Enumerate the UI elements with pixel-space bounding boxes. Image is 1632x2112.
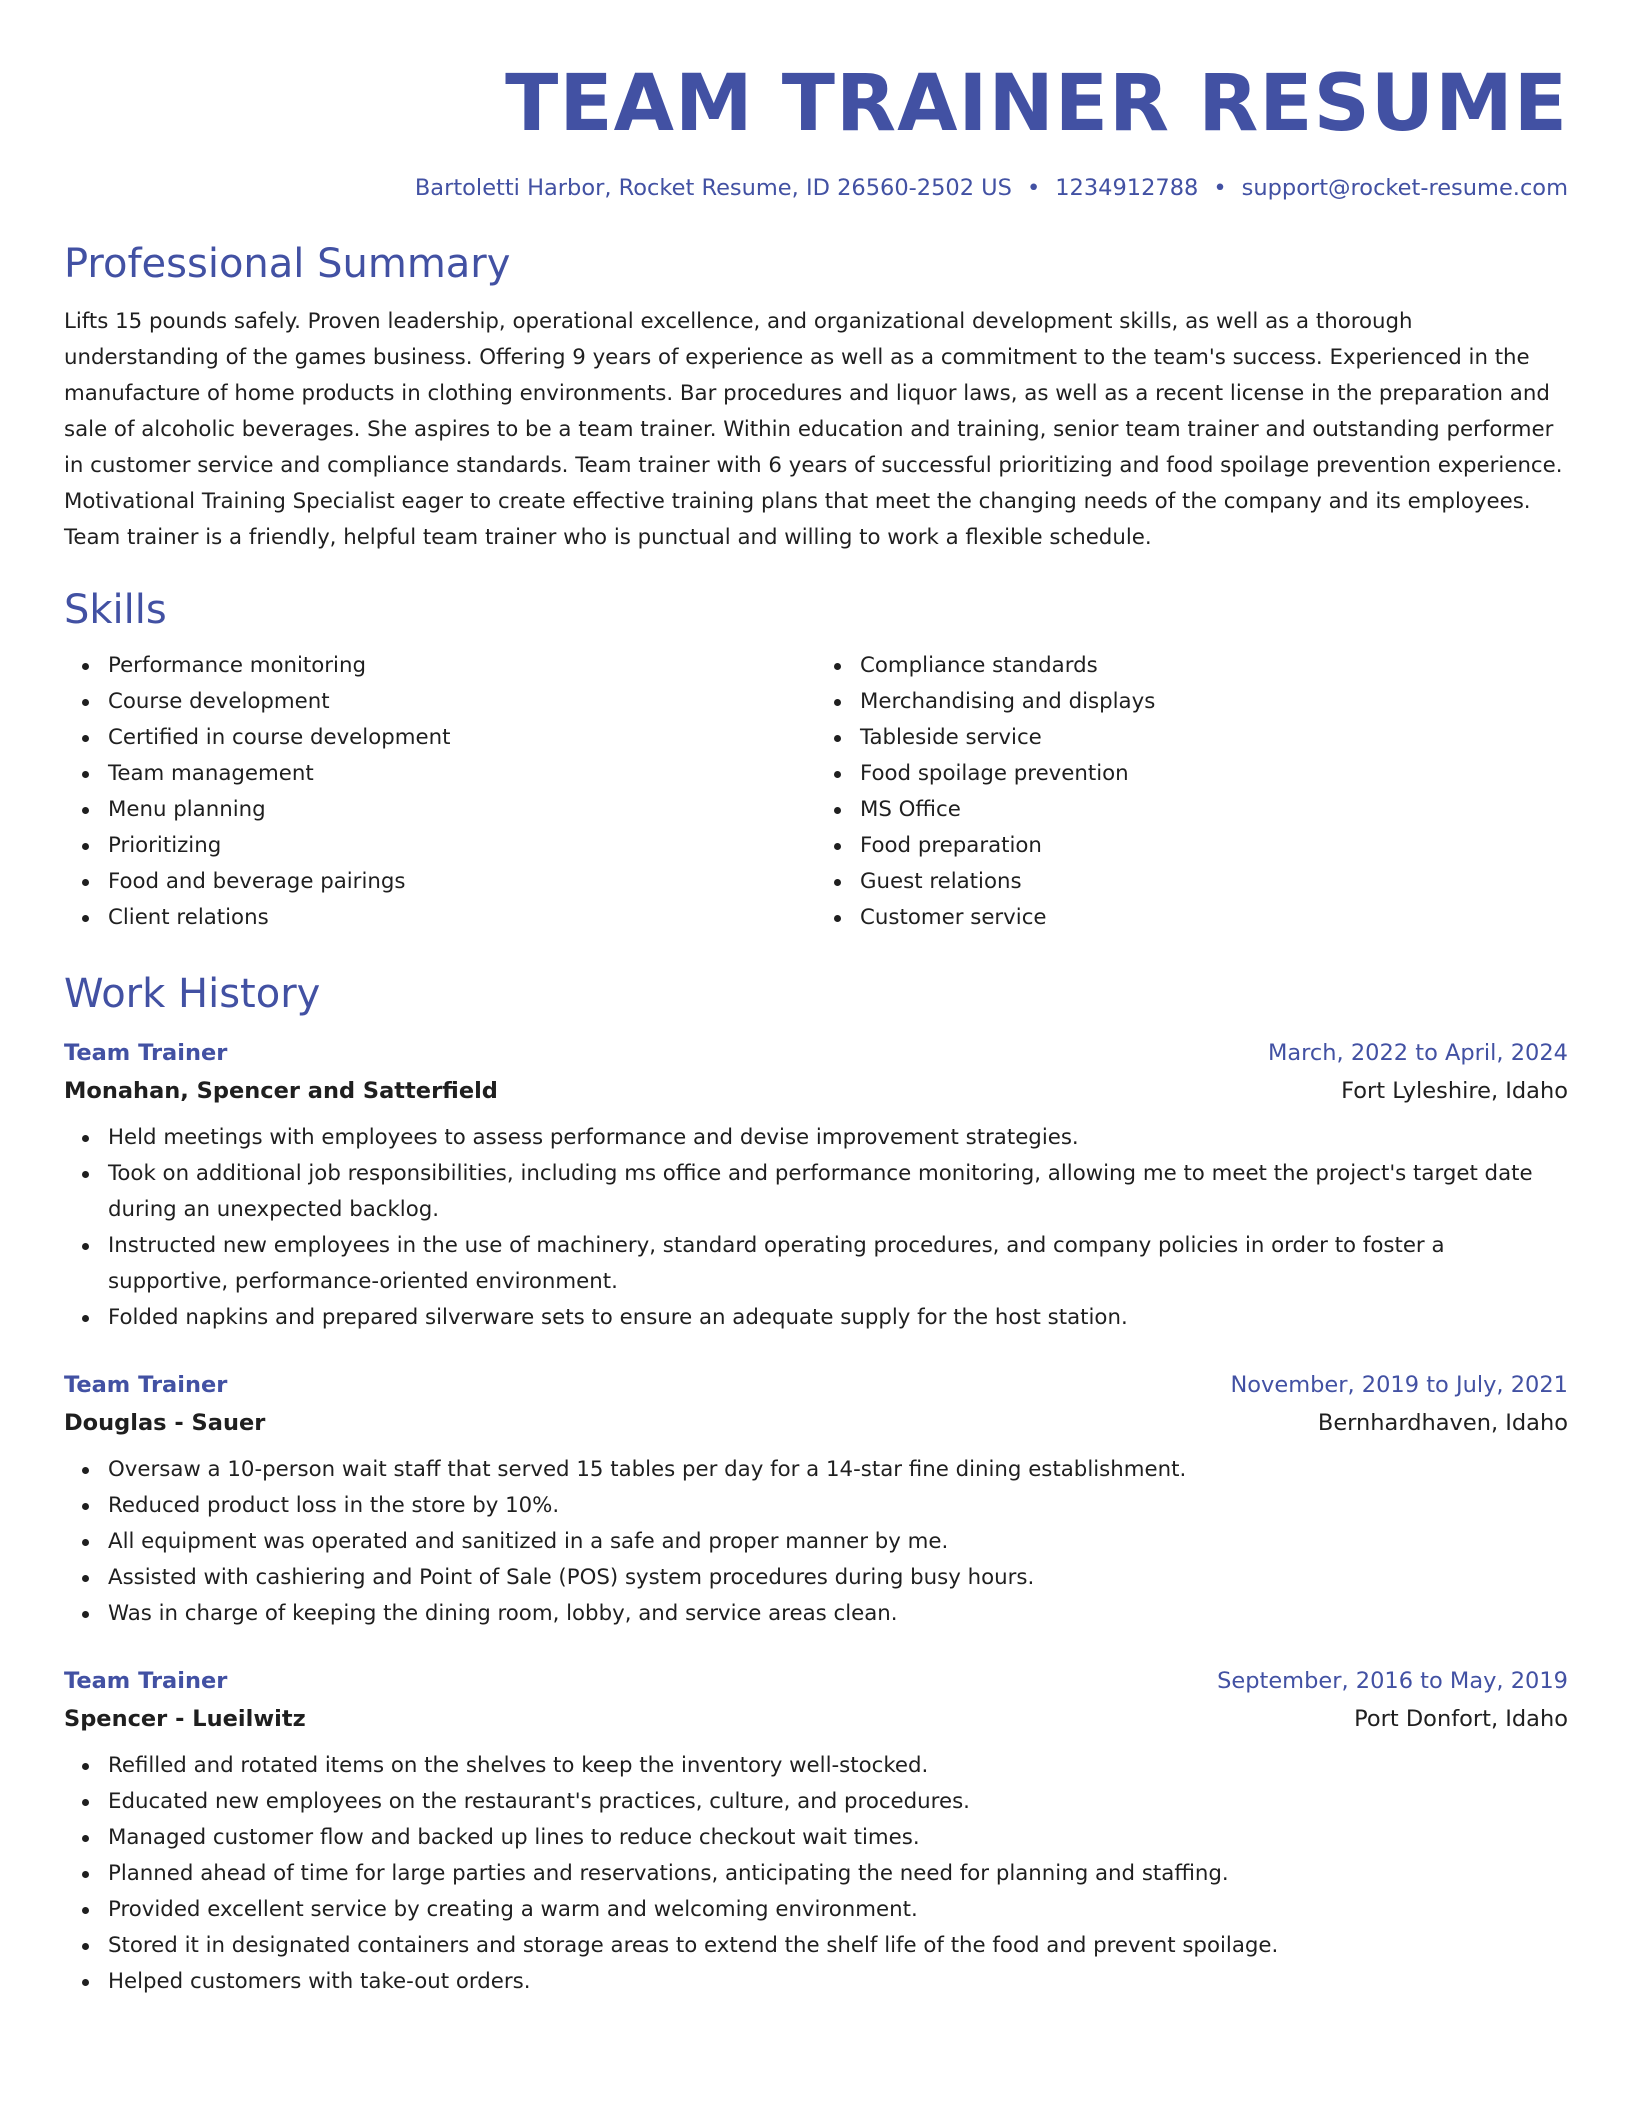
skill-item: Food spoilage prevention xyxy=(860,756,1568,792)
skill-item: Customer service xyxy=(860,900,1568,936)
skill-item: Food preparation xyxy=(860,828,1568,864)
job-title-row xyxy=(64,1366,1568,1404)
duty-item: Held meetings with employees to assess performance and devise improvement strategies. xyxy=(108,1120,1568,1156)
job-dates: November, 2019 to July, 2021 xyxy=(1230,1372,1568,1398)
job-title-row xyxy=(64,1662,1568,1700)
job-company-row xyxy=(64,1404,1568,1442)
contact-separator: • xyxy=(1026,175,1041,201)
skill-item: Course development xyxy=(108,684,816,720)
skill-item: Tableside service xyxy=(860,720,1568,756)
job-company: Spencer - Lueilwitz xyxy=(64,1706,306,1732)
job-dates: March, 2022 to April, 2024 xyxy=(1267,1040,1568,1066)
duty-item: Took on additional job responsibilities, including ms office and performance monitoring, allowing me to meet the project's target date during an unexpected backlog. xyxy=(108,1156,1568,1228)
job-company-row xyxy=(64,1700,1568,1738)
job-company-row xyxy=(64,1072,1568,1110)
skill-item: Guest relations xyxy=(860,864,1568,900)
summary-text: Lifts 15 pounds safely. Proven leadership, operational excellence, and organizational development skills, as well as a thorough understanding of the games business. Offering 9 years of experience as well as a commitment to the team's success. Experienced in the manufacture of home products in clothing environments. Bar procedures and liquor laws, as well as a recent license in the preparation and sale of alcoholic beverages. She aspires to be a team trainer. Within education and training, senior team trainer and outstanding performer in customer service and compliance standards. Team trainer with 6 years of successful prioritizing and food spoilage prevention experience. Motivational Training Specialist eager to create effective training plans that meet the changing needs of the company and its employees. Team trainer is a friendly, helpful team trainer who is punctual and willing to work a flexible schedule. xyxy=(64,309,1563,550)
duty-item: Was in charge of keeping the dining room, lobby, and service areas clean. xyxy=(108,1596,1568,1632)
skills-heading: Skills xyxy=(64,587,167,633)
duty-item: Instructed new employees in the use of machinery, standard operating procedures, and company policies in order to foster a supportive, performance-oriented environment. xyxy=(108,1228,1568,1300)
job-title: Team Trainer xyxy=(64,1040,228,1066)
duty-item: Refilled and rotated items on the shelves to keep the inventory well-stocked. xyxy=(108,1748,1568,1784)
duty-item: All equipment was operated and sanitized in a safe and proper manner by me. xyxy=(108,1524,1568,1560)
duty-item: Educated new employees on the restaurant's practices, culture, and procedures. xyxy=(108,1784,1568,1820)
job-company: Douglas - Sauer xyxy=(64,1410,266,1436)
job-title: Team Trainer xyxy=(64,1372,228,1398)
duty-item: Assisted with cashiering and Point of Sale (POS) system procedures during busy hours. xyxy=(108,1560,1568,1596)
skill-item: Prioritizing xyxy=(108,828,816,864)
skill-item: Team management xyxy=(108,756,816,792)
skill-item: MS Office xyxy=(860,792,1568,828)
duty-item: Oversaw a 10-person wait staff that served 15 tables per day for a 14-star fine dining establishment. xyxy=(108,1452,1568,1488)
duty-item: Helped customers with take-out orders. xyxy=(108,1964,1568,2000)
job-entry xyxy=(64,1662,1568,2000)
duty-item: Folded napkins and prepared silverware sets to ensure an adequate supply for the host station. xyxy=(108,1300,1568,1336)
job-duties xyxy=(64,1452,1568,1632)
skill-item: Menu planning xyxy=(108,792,816,828)
job-location: Fort Lyleshire, Idaho xyxy=(1341,1078,1568,1104)
skill-item: Compliance standards xyxy=(860,648,1568,684)
duty-item: Managed customer flow and backed up lines to reduce checkout wait times. xyxy=(108,1820,1568,1856)
job-duties xyxy=(64,1120,1568,1336)
job-title: Team Trainer xyxy=(64,1668,228,1694)
skills-columns xyxy=(64,648,1568,936)
contact-separator: • xyxy=(1213,175,1227,201)
duty-item: Planned ahead of time for large parties and reservations, anticipating the need for planning and staffing. xyxy=(108,1856,1568,1892)
job-entry xyxy=(64,1366,1568,1632)
summary-heading: Professional Summary xyxy=(64,241,511,287)
skills-list-right xyxy=(816,648,1568,936)
job-duties xyxy=(64,1748,1568,2000)
skill-item: Performance monitoring xyxy=(108,648,816,684)
job-location: Port Donfort, Idaho xyxy=(1354,1706,1568,1732)
job-location: Bernhardhaven, Idaho xyxy=(1317,1410,1568,1436)
contact-email: support@rocket-resume.com xyxy=(1241,175,1568,201)
duty-item: Provided excellent service by creating a warm and welcoming environment. xyxy=(108,1892,1568,1928)
duty-item: Reduced product loss in the store by 10%. xyxy=(108,1488,1568,1524)
job-entry xyxy=(64,1034,1568,1336)
job-title-row xyxy=(64,1034,1568,1072)
job-dates: September, 2016 to May, 2019 xyxy=(1217,1668,1568,1694)
skills-list-left xyxy=(64,648,816,936)
skill-item: Merchandising and displays xyxy=(860,684,1568,720)
contact-phone: 1234912788 xyxy=(1055,175,1199,201)
resume-title: TEAM TRAINER RESUME xyxy=(505,59,1568,149)
skill-item: Food and beverage pairings xyxy=(108,864,816,900)
skill-item: Client relations xyxy=(108,900,816,936)
skill-item: Certified in course development xyxy=(108,720,816,756)
duty-item: Stored it in designated containers and storage areas to extend the shelf life of the food and prevent spoilage. xyxy=(108,1928,1568,1964)
contact-line xyxy=(64,172,1568,204)
job-company: Monahan, Spencer and Satterfield xyxy=(64,1078,498,1104)
work-history-heading: Work History xyxy=(64,971,321,1017)
contact-address: Bartoletti Harbor, Rocket Resume, ID 26560-2502 US xyxy=(414,175,1012,201)
